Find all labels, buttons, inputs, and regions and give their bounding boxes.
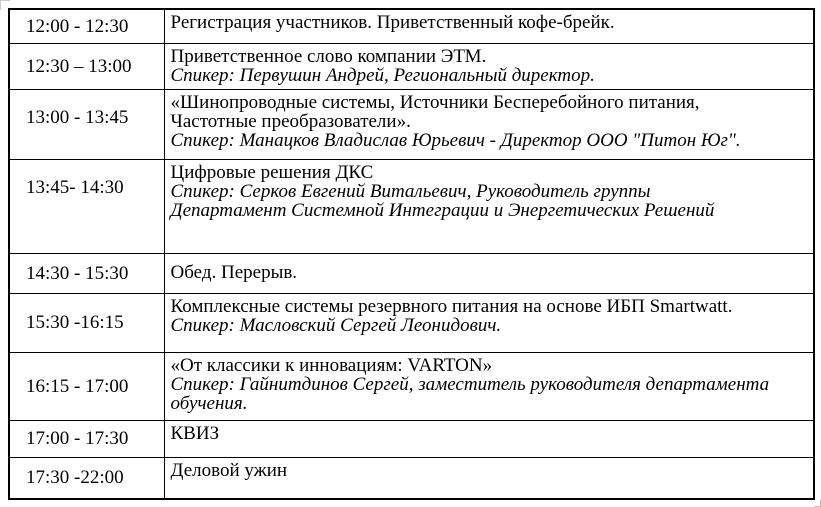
speaker-line: Спикер: Гайнитдинов Сергей, заместитель руководителя департамента: [170, 373, 770, 395]
description-cell[interactable]: [164, 159, 814, 253]
speaker-line: обучения.: [170, 392, 248, 414]
description-cell[interactable]: [164, 293, 814, 352]
description-cell[interactable]: [164, 89, 814, 159]
table-row: [9, 9, 814, 43]
speaker-line: Спикер: Масловский Сергей Леонидович.: [170, 314, 502, 336]
table-row: [9, 89, 814, 159]
session-title-line: Комплексные системы резервного питания на основе ИБП Smartwatt.: [170, 295, 733, 317]
description-cell[interactable]: [164, 420, 814, 457]
time-cell[interactable]: 12:30 – 13:00: [9, 43, 164, 89]
time-cell[interactable]: 16:15 - 17:00: [9, 352, 164, 420]
session-title-line: Деловой ужин: [170, 459, 288, 481]
speaker-line: Департамент Системной Интеграции и Энергетических Решений: [170, 199, 715, 221]
table-row: [9, 352, 814, 420]
time-cell[interactable]: 14:30 - 15:30: [9, 253, 164, 293]
time-cell[interactable]: 17:30 -22:00: [9, 457, 164, 499]
time-cell[interactable]: 15:30 -16:15: [9, 293, 164, 352]
session-title-line: Обед. Перерыв.: [170, 261, 298, 283]
description-cell[interactable]: [164, 457, 814, 499]
table-row: [9, 159, 814, 253]
session-title-line: Частотные преобразователи».: [170, 110, 411, 132]
table-row: [9, 457, 814, 499]
time-cell[interactable]: 17:00 - 17:30: [9, 420, 164, 457]
schedule-table: [8, 8, 815, 500]
time-cell[interactable]: 13:00 - 13:45: [9, 89, 164, 159]
session-title-line: «От классики к инновациям: VARTON»: [170, 354, 493, 376]
description-cell[interactable]: [164, 43, 814, 89]
table-row: [9, 293, 814, 352]
speaker-line: Спикер: Серков Евгений Витальевич, Руководитель группы: [170, 180, 651, 202]
speaker-line: Спикер: Манацков Владислав Юрьевич - Директор ООО "Питон Юг".: [170, 129, 741, 151]
table-row: [9, 253, 814, 293]
time-cell[interactable]: 12:00 - 12:30: [9, 9, 164, 43]
description-cell[interactable]: [164, 9, 814, 43]
session-title-line: КВИЗ: [170, 422, 220, 444]
description-cell[interactable]: [164, 253, 814, 293]
table-resize-handle-icon[interactable]: [814, 500, 821, 507]
session-title-line: Регистрация участников. Приветственный кофе-брейк.: [170, 12, 615, 33]
table-row: [9, 420, 814, 457]
session-title-line: Приветственное слово компании ЭТМ.: [170, 45, 487, 67]
session-title-line: Цифровые решения ДКС: [170, 161, 374, 183]
time-cell[interactable]: 13:45- 14:30: [9, 159, 164, 253]
speaker-line: Спикер: Первушин Андрей, Региональный директор.: [170, 64, 595, 86]
table-row: [9, 43, 814, 89]
session-title-line: «Шинопроводные системы, Источники Бесперебойного питания,: [170, 91, 700, 113]
description-cell[interactable]: [164, 352, 814, 420]
schedule-table-body: [9, 9, 814, 499]
